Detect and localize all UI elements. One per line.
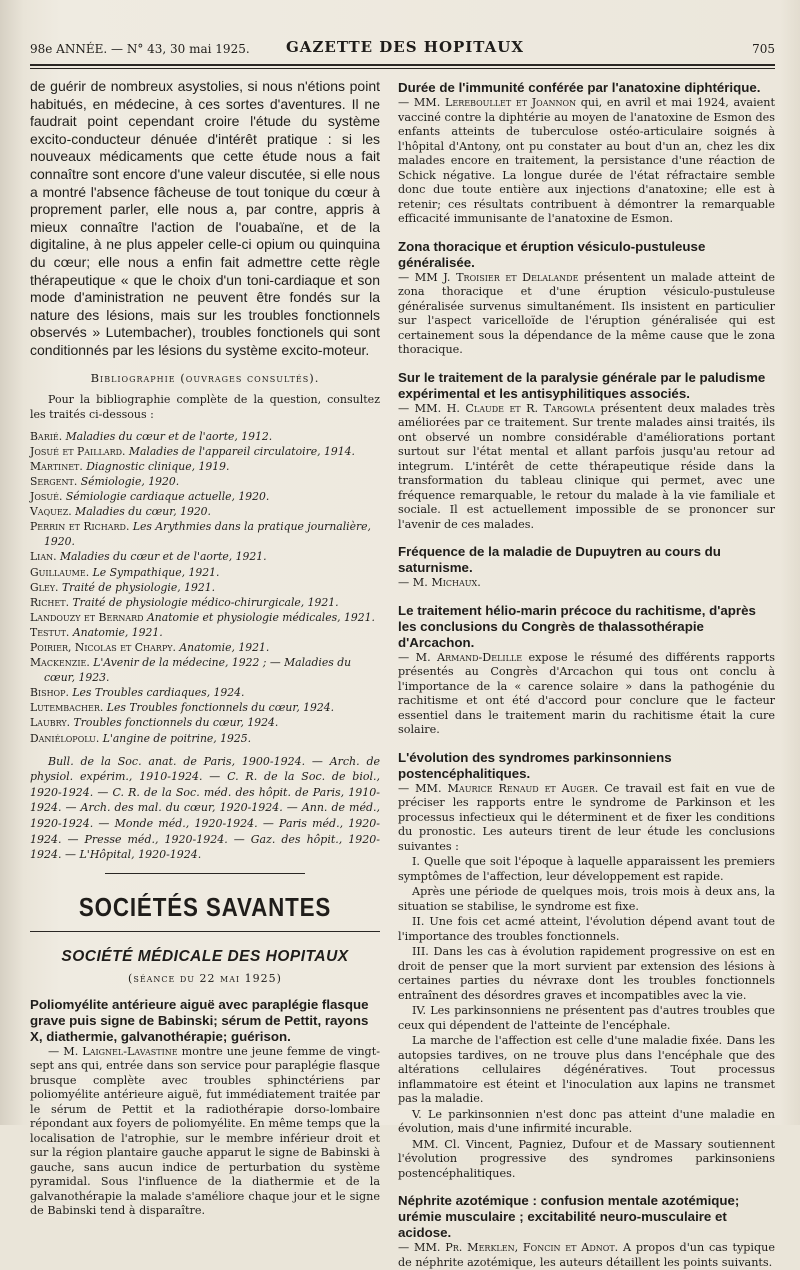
article-body: — MM. Pr. Merklen, Foncin et Adnot. A propos d'un cas typique de néphrite azotémique, les auteurs détaillent les points suivants. [398,1241,775,1269]
article-title: Poliomyélite antérieure aiguë avec paraplégie flasque grave puis signe de Babinski; sérum de Pettit, rayons X, diathermie, galvanothérapie; guérison. [30,996,369,1044]
bib-entry: Perrin et Richard. Les Arythmies dans la pratique journalière, 1920. [30,520,371,549]
article-title: Néphrite azotémique : confusion mentale azotémique; urémie musculaire ; excitabilité neuro-musculaire et acidose. [398,1193,740,1240]
article-title: L'évolution des syndromes parkinsonniens postencéphalitiques. [398,749,672,781]
header-rule [30,64,775,66]
bib-entry: Barié. Maladies du cœur et de l'aorte, 1912. [30,429,273,443]
bulletins-list: Bull. de la Soc. anat. de Paris, 1900-1924. — Arch. de physiol. expérim., 1910-1924. — C. R. de la Soc. de biol., 1920-1924. — C. R. de la Soc. méd. des hôpit. de Paris, 1910-1924. — Arch. des mal. du cœur, 1920-1924. — Ann. de méd., 1920-1924. — Monde méd., 1920-1924. — Paris méd., 1920-1924. — Presse méd., 1920-1924. — Gaz. des hôpit., 1920-1924. — L'Hôpital, 1920-1924. [30,754,380,862]
article-body: — MM. Maurice Renaud et Auger. Ce travail est fait en vue de préciser les rapports entre le syndrome de Parkinson et les processus infectieux qui le déterminent et de fixer les conditions du pronostic. Les auteurs tirent de leur étude les conclusions suivantes : [398,781,775,853]
article-body: — M. Michaux. [398,576,481,589]
bib-entry: Landouzy et Bernard Anatomie et physiologie médicales, 1921. [30,610,375,624]
section-rule [30,931,380,932]
bib-entry: Lutembacher. Les Troubles fonctionnels du cœur, 1924. [30,701,335,715]
bib-entry: Bishop. Les Troubles cardiaques, 1924. [30,686,245,700]
bib-entry: Laubry. Troubles fonctionnels du cœur, 1924. [30,716,279,730]
page-header [30,30,775,62]
journal-title: GAZETTE DES HOPITAUX [286,38,525,56]
bib-entry: Vaquez. Maladies du cœur, 1920. [30,505,211,519]
article-body: — M. Armand-Delille expose le résumé des différents rapports présentés au Congrès d'Arcachon qui tous ont conclu à l'importance de la « carence solaire » dans la pathogénie du rachitisme et ont été d'accord pour conclure que le facteur essentiel dans le traitement marin du rachitisme était la cure solaire. [398,650,775,736]
conclusion-item: La marche de l'affection est celle d'une maladie fixée. Dans les autopsies tardives, on ne trouve plus dans l'encéphale que des altérations cellulaires dégénératives. Tout processus inflammatoire est éteint et l'inoculation aux lapins ne transmet pas la maladie. [398,1034,775,1105]
conclusion-item: MM. Cl. Vincent, Pagniez, Dufour et de Massary soutiennent l'évolution progressive des syndromes parkinsoniens postencéphalitiques. [398,1137,775,1180]
section-title: SOCIÉTÉS SAVANTES [78,891,332,922]
bibliography-heading: Bibliographie (ouvrages consultés). [90,370,320,385]
conclusion-item: I. Quelle que soit l'époque à laquelle apparaissent les premiers symptômes de l'affection, leur développement est rapide. [398,855,775,883]
bib-entry: Sergent. Sémiologie, 1920. [30,474,180,488]
article-body: — MM J. Troisier et Delalande présentent un malade atteint de zona thoracique et d'une éruption vésiculo-pustuleuse généralisée survenus simultanément. Ils insistent en particulier sur l'aspect varicelloïde de l'éruption généralisée qui est certainement sous la dépendance de la même cause que le zona thoracique. [398,270,775,356]
lead-paragraph: de guérir de nombreux asystolies, si nous n'étions point habitués, en médecine, à ces sortes d'aventures. Il ne faudrait point cependant croire l'étude du système excito-conducteur dénuée d'intérêt pratique : si les nouveaux médicaments que cette étude nous a fait connaître sont encore d'une valeur discutée, si elle nous a montré l'absence fâcheuse de tout tonique du cœur à proprement parler, elle nous a, par contre, appris à mieux connaître l'action de l'ouabaïne, et de la digitaline, à ne plus appeler celle-ci opium ou quinquina du cœur; elle nous a enfin fait admettre cette règle thérapeutique « que le choix d'un toni-cardiaque et son mode d'aministration ne peuvent être fondés sur la nature des lésions, mais sur les troubles fonctionnels observés » Lutembacher), troubles fonctionels qui sont conditionnés par les lésions du système excito-moteur. [30,78,380,358]
bibliography-intro: Pour la bibliographie complète de la question, consultez les traités ci-dessous : [30,392,380,422]
article-body: — MM. H. Claude et R. Targowla présentent deux malades très améliorées par ce traitement. Sur trente malades ainsi traités, ils ont observé un nombre considérable d'améliorations portant surtout sur l'état mental et allant parfois jusqu'au retour ad integrum. L'intérêt de cette thérapeutique réside dans la transformation du tableau clinique qui permet, avec une fréquence remarquable, le retour du malade à la vie familiale et sociale. Il est actuellement impossible de se prononcer sur l'avenir de ces malades. [398,401,775,531]
conclusion-item: III. Dans les cas à évolution rapidement progressive on est en droit de penser que la mort survient par extension des lésions à certaines parties du névraxe dont les troubles fonctionnels entraînent des désordres graves et incompatibles avec la vie. [398,945,775,1002]
page-number: 705 [752,42,775,56]
conclusion-item: Après une période de quelques mois, trois mois à deux ans, la situation se stabilise, le syndrome est fixe. [398,885,775,913]
left-column [30,78,380,1218]
article-title: Durée de l'immunité conférée par l'anatoxine diphtérique. [398,80,761,95]
seance-date: (séance du 22 mai 1925) [128,971,282,985]
bib-entry: Mackenzie. L'Avenir de la médecine, 1922 ; — Maladies du cœur, 1923. [30,656,352,685]
bib-entry: Richet. Traité de physiologie médico-chirurgicale, 1921. [30,595,339,609]
bib-entry: Gley. Traité de physiologie, 1921. [30,580,216,594]
article-title: Sur le traitement de la paralysie générale par le paludisme expérimental et les antisyphilitiques associés. [398,369,766,401]
bib-entry: Guillaume. Le Sympathique, 1921. [30,565,220,579]
article-title: Zona thoracique et éruption vésiculo-pustuleuse généralisée. [398,238,706,270]
article-body: — MM. Lereboullet et Joannon qui, en avril et mai 1924, avaient vacciné contre la diphtérie au moyen de l'anatoxine de Esmon des enfants atteints de tuberculose ostéo-articulaire soignés à l'hôpital d'Antony, ont pu constater au bout d'un an, chez les dix malades encore en traitement, la persistance d'une réaction de Schick négative. La longue durée de l'état réfractaire semble donc due toute entière aux injections d'anatoxine; elle est à retenir; ces résultats contribuent à démontrer la remarquable efficacité immunisante de l'anatoxine de Esmon. [398,96,776,225]
issue-info: 98e ANNÉE. — N° 43, 30 mai 1925. [30,42,250,56]
article-title: Le traitement hélio-marin précoce du rachitisme, d'après les conclusions du Congrès de thalassothérapie d'Arcachon. [398,602,756,650]
right-column [398,78,776,1269]
bib-entry: Poirier, Nicolas et Charpy. Anatomie, 1921. [30,641,270,654]
bib-entry: Lian. Maladies du cœur et de l'aorte, 1921. [30,550,267,564]
bib-entry: Josué. Sémiologie cardiaque actuelle, 1920. [30,490,270,504]
conclusion-item: IV. Les parkinsonniens ne présentent pas d'autres troubles que ceux qui dépendent de l'atteinte de l'encéphale. [398,1004,775,1032]
article-title: Fréquence de la maladie de Dupuytren au cours du saturnisme. [398,544,721,575]
section-separator [105,873,305,874]
conclusion-item: II. Une fois cet acmé atteint, l'évolution dépend avant tout de l'importance des troubles fonctionnels. [398,915,775,943]
bibliography-list [30,429,380,746]
conclusion-item: V. Le parkinsonnien n'est donc pas atteint d'une maladie en évolution, mais d'une infirmité incurable. [398,1107,775,1135]
bib-entry: Martinet. Diagnostic clinique, 1919. [30,459,230,473]
bib-entry: Testut. Anatomie, 1921. [30,625,163,639]
bib-entry: Daniélopolu. L'angine de poitrine, 1925. [30,731,252,745]
header-rule-thin [30,68,775,69]
article-body: — M. Laignel-Lavastine montre une jeune femme de vingt-sept ans qui, entrée dans son service pour paraplégie flasque brusque complète avec troubles sphinctériens par poliomyélite antérieure aiguë, fut immédiatement traitée par le sérum de Pettit et la radiothérapie dorso-lombaire répondant aux foyers de poliomyélite. En même temps que la localisation de l'atrophie, sur le membre inférieur droit et sur la région plantaire gauche apparut le signe de Babinski à gauche, sans aucun indice de perturbation du système pyramidal. Sous l'influence de la diathermie et de la galvanothérapie la malade s'améliore chaque jour et le signe de Babinski tend à disparaître. [30,1044,380,1218]
bib-entry: Josué et Paillard. Maladies de l'appareil circulatoire, 1914. [30,444,355,458]
society-title: SOCIÉTÉ MÉDICALE DES HOPITAUX [61,947,349,965]
